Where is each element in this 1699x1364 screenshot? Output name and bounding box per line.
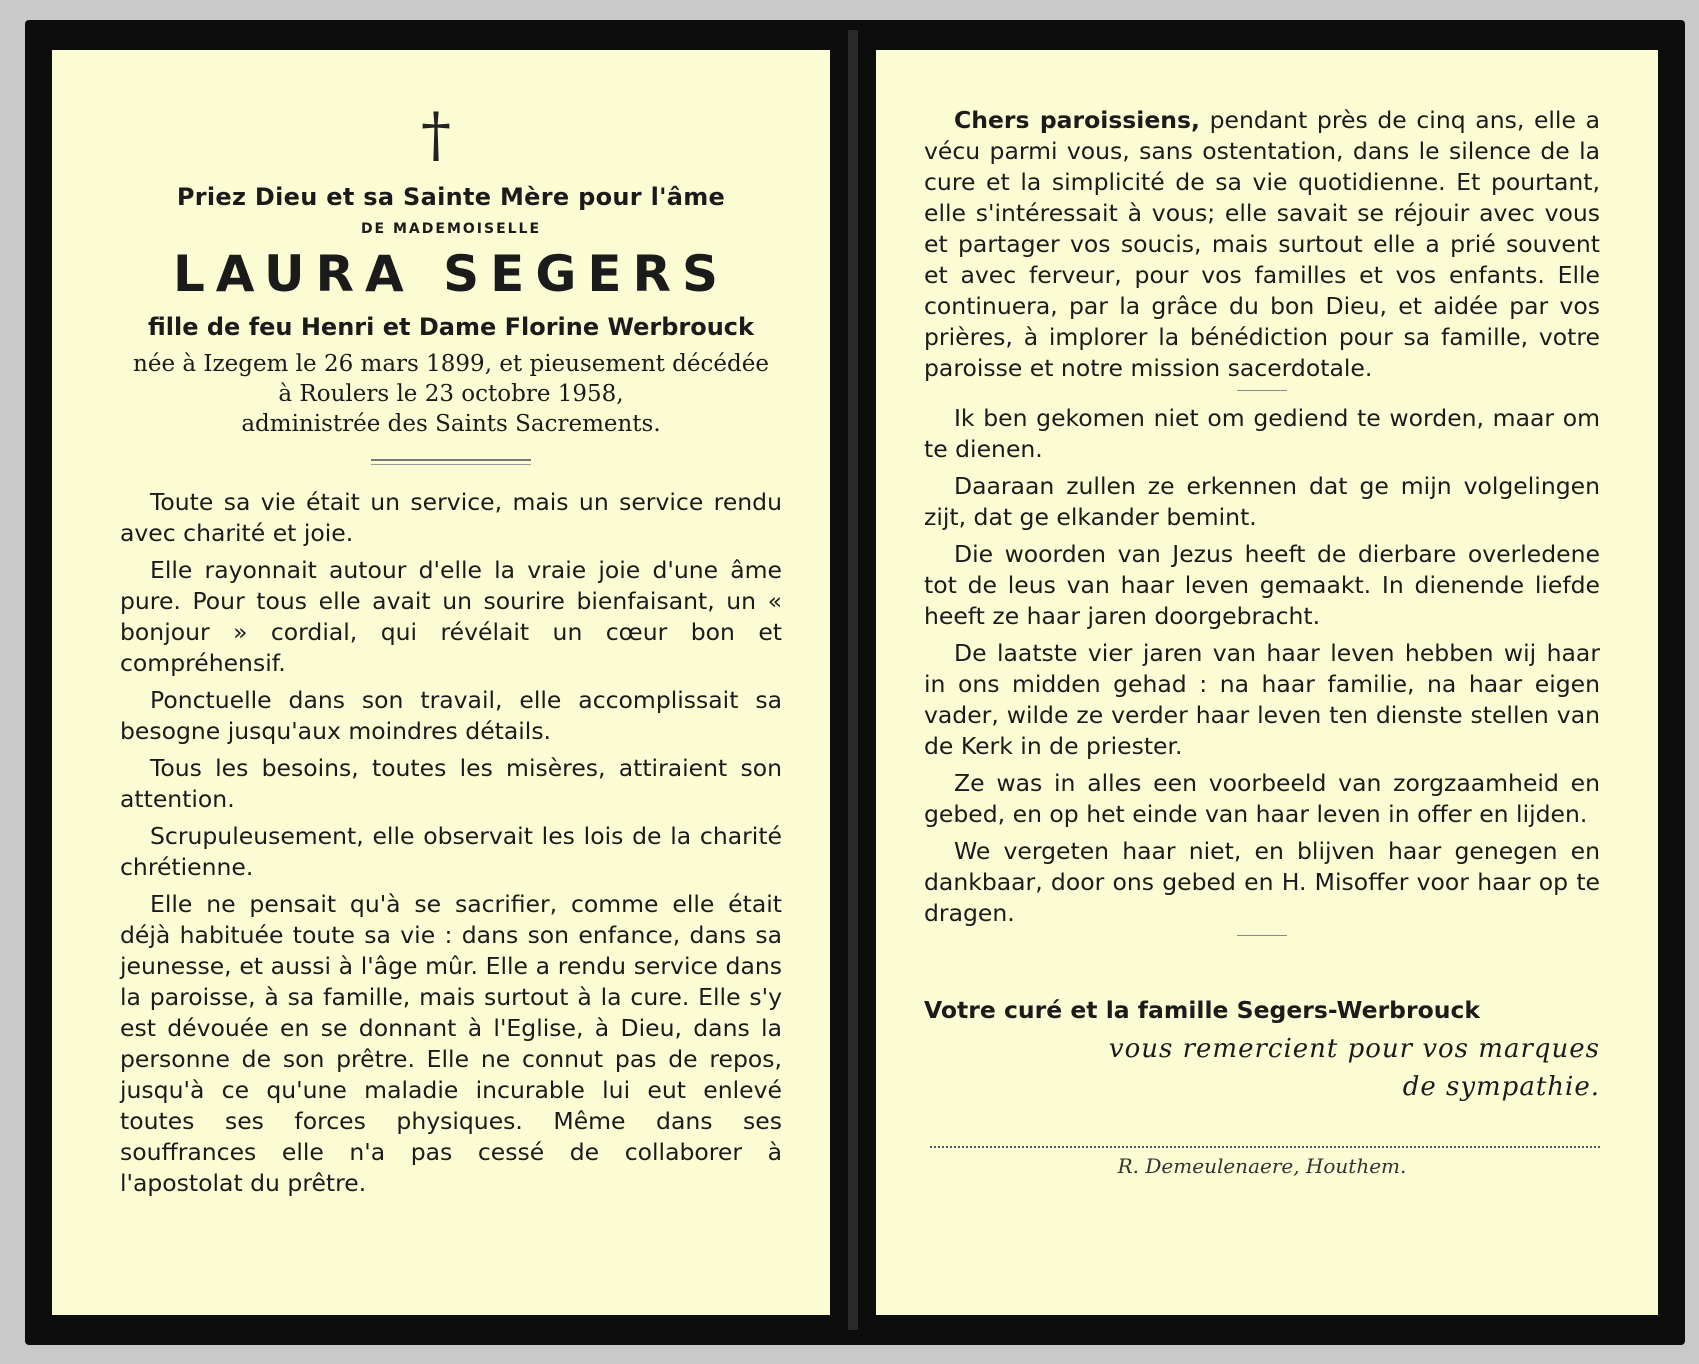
paragraph: Daaraan zullen ze erkennen dat ge mijn volgelingen zijt, dat ge elkander bemint. (924, 472, 1600, 531)
printer-credit: R. Demeulenaere, Houthem. (1117, 1154, 1407, 1178)
honorific: DE MADEMOISELLE (360, 221, 542, 237)
parents-line: fille de feu Henri et Dame Florine Werbrouck (148, 313, 754, 341)
thanks-text (924, 1030, 1600, 1106)
thanks-line: de sympathie. (1402, 1072, 1600, 1102)
paragraph: Ponctuelle dans son travail, elle accomplissait sa besogne jusqu'aux moindres détails. (120, 686, 782, 745)
paragraph: De laatste vier jaren van haar leven hebben wij haar in ons midden gehad : na haar familie, na haar eigen vader, wilde ze verder haar leven ten dienste stellen van de Kerk in de priester. (924, 639, 1600, 760)
paragraph: We vergeten haar niet, en blijven haar genegen en dankbaar, door ons gebed en H. Misoffer voor haar op te dragen. (924, 837, 1600, 927)
divider (1237, 390, 1287, 391)
paragraph (924, 105, 1600, 384)
death-line: à Roulers le 23 octobre 1958, (278, 381, 624, 407)
salutation: Chers paroissiens, (954, 106, 1200, 134)
paragraph: Die woorden van Jezus heeft de dierbare overledene tot de leus van haar leven gemaakt. In dienende liefde heeft ze haar jaren doorgebracht. (924, 540, 1600, 630)
birth-line: née à Izegem le 26 mars 1899, et pieusement décédée (133, 351, 769, 377)
sacraments-line: administrée des Saints Sacrements. (241, 411, 661, 437)
paragraph: Toute sa vie était un service, mais un service rendu avec charité et joie. (120, 488, 782, 547)
birth-death-info (120, 349, 782, 439)
parish-text (924, 105, 1600, 936)
deceased-name: LAURA SEGERS (172, 245, 730, 303)
cross-icon: † (421, 100, 451, 170)
prayer-line: Priez Dieu et sa Sainte Mère pour l'âme (176, 183, 726, 211)
paragraph: Tous les besoins, toutes les misères, attiraient son attention. (120, 754, 782, 813)
french-text (120, 487, 782, 1199)
paragraph: Ze was in alles een voorbeeld van zorgzaamheid en gebed, en op het einde van haar leven in offer en lijden. (924, 769, 1600, 828)
card-fold (848, 30, 858, 1330)
paragraph: Elle ne pensait qu'à se sacrifier, comme elle était déjà habituée toute sa vie : dans son enfance, dans sa jeunesse, et aussi à l'âge mûr. Elle a rendu service dans la paroisse, à sa famille, mais surtout à la cure. Elle s'y est dévouée en se donnant à l'Eglise, à Dieu, dans la personne de son prêtre. Elle ne connut pas de repos, jusqu'à ce qu'une maladie incurable lui eut enlevé toutes ses forces physiques. Même dans ses souffrances elle n'a pas cessé de collaborer à l'apostolat du prêtre. (120, 890, 782, 1197)
paragraph: Elle rayonnait autour d'elle la vraie joie d'une âme pure. Pour tous elle avait un sourire bienfaisant, un « bonjour » cordial, qui révélait un cœur bon et compréhensif. (120, 556, 782, 677)
signature: Votre curé et la famille Segers-Werbrouck (924, 996, 1481, 1024)
intro-text: pendant près de cinq ans, elle a vécu parmi vous, sans ostentation, dans le silence de la cure et la simplicité de sa vie quotidienne. Et pourtant, elle s'intéressait à vous; elle savait se réjouir avec vous et partager vos soucis, mais surtout elle a prié souvent et avec ferveur, pour vos familles et vos enfants. Elle continuera, par la grâce du bon Dieu, et aidée par vos prières, à implorer la bénédiction pour sa famille, votre paroisse et notre mission sacerdotale. (924, 106, 1600, 382)
right-panel (876, 50, 1658, 1315)
thanks-line: vous remercient pour vos marques (1108, 1034, 1600, 1064)
paragraph: Scrupuleusement, elle observait les lois de la charité chrétienne. (120, 822, 782, 881)
dotted-rule (930, 1146, 1600, 1148)
divider (1237, 935, 1287, 936)
paragraph: Ik ben gekomen niet om gediend te worden, maar om te dienen. (924, 404, 1600, 463)
ornament-divider (371, 459, 531, 465)
left-panel (52, 50, 830, 1315)
